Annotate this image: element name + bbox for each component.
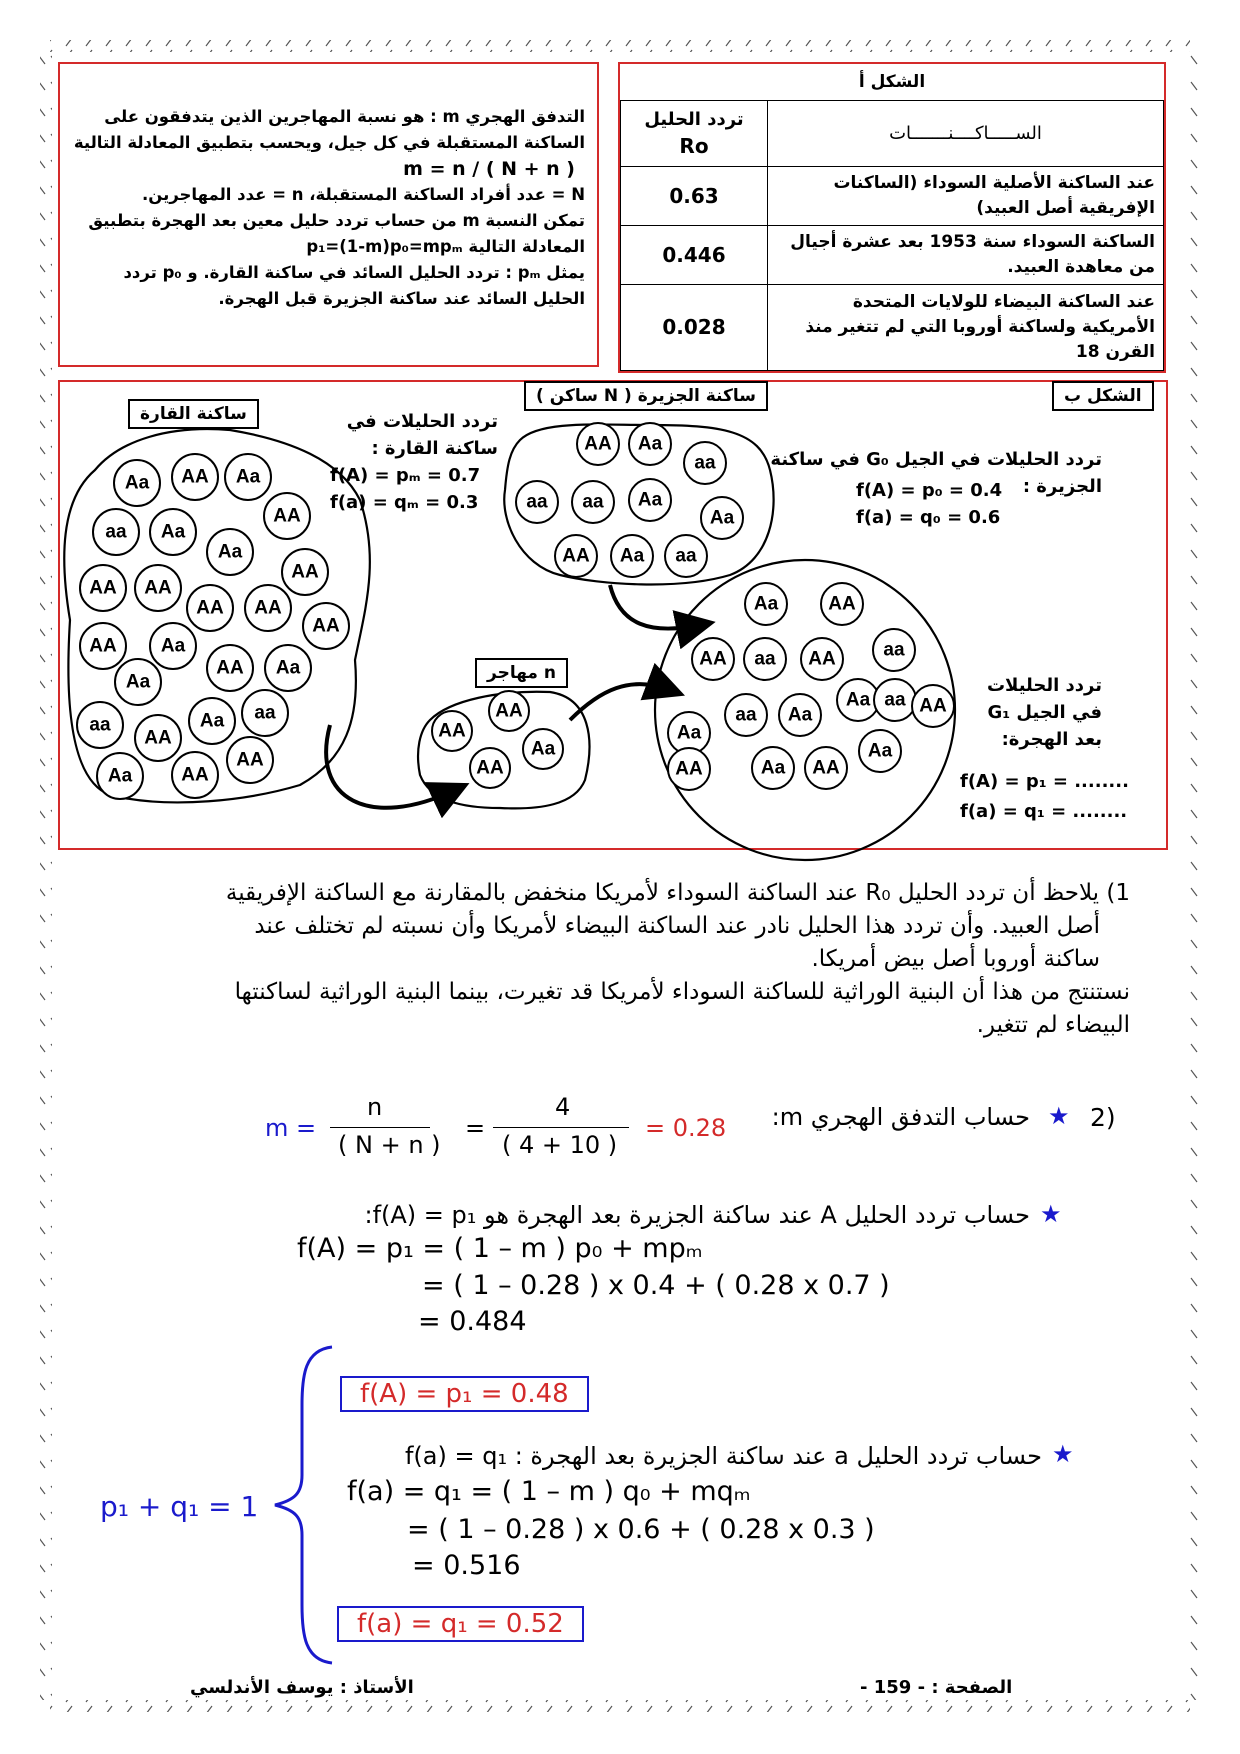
continent-individual-genotype: AA	[89, 577, 117, 599]
continent-frequencies: تردد الحليلات في ساكنة القارة : f(A) = pₘ = 0.7 f(a) = qₘ = 0.3	[330, 411, 498, 513]
star-icon: ★	[1048, 1102, 1070, 1130]
island-individual-genotype: aa	[582, 491, 604, 513]
answer-line: ساكنة أوروبا أصل بيض أمريكا.	[811, 946, 1100, 972]
g1-individual-genotype: Aa	[867, 740, 893, 762]
row-value: 0.63	[621, 166, 768, 225]
star-icon: ★	[1052, 1440, 1074, 1468]
island-individual-genotype: aa	[526, 491, 548, 513]
continent-individual-genotype: AA	[196, 597, 224, 619]
brace-icon	[270, 1345, 340, 1665]
fA-title: حساب تردد الحليل A عند ساكنة الجزيرة بعد الهجرة هو f(A) = p₁:	[364, 1201, 1030, 1229]
figure-a-title: الشكل أ	[621, 64, 1164, 100]
continent-individual-genotype: AA	[144, 577, 172, 599]
g1-fA: f(A) = p₁ = ........	[960, 771, 1129, 792]
g1-individual-genotype: AA	[699, 648, 727, 670]
g1-individual-genotype: Aa	[845, 689, 871, 711]
m-fraction2-numerator: 4	[555, 1093, 571, 1121]
continent-individual-genotype: AA	[181, 466, 209, 488]
header-frequency: تردد الحليل Ro	[621, 100, 768, 166]
island-individual-genotype: aa	[675, 545, 697, 567]
island-individual-genotype: AA	[562, 545, 590, 567]
definition-line: يمثل pₘ : تردد الحليل السائد في ساكنة القارة. و p₀ تردد	[123, 263, 585, 282]
sum-equation: p₁ + q₁ = 1	[100, 1490, 259, 1523]
m-fraction1-denominator: ( N + n )	[338, 1131, 441, 1159]
fa-line2: = ( 1 – 0.28 ) x 0.6 + ( 0.28 x 0.3 )	[407, 1514, 875, 1545]
migrant-individual-genotype: AA	[476, 757, 504, 779]
continent-individual-genotype: Aa	[275, 657, 301, 679]
fA-line3: = 0.484	[418, 1306, 527, 1337]
g1-individual-genotype: Aa	[676, 722, 702, 744]
answer-line: أصل العبيد. وأن تردد هذا الحليل نادر عند الساكنة البيضاء لأمريكا وأن نسبته لم تختلف عند	[254, 913, 1100, 939]
g1-individual-genotype: Aa	[787, 704, 813, 726]
answer-2-number: 2)	[1090, 1103, 1116, 1132]
fA-result-box: f(A) = p₁ = 0.48	[340, 1376, 589, 1412]
m-result: = 0.28	[645, 1114, 727, 1142]
row-value: 0.446	[621, 225, 768, 284]
definition-line: الحليل السائد عند ساكنة الجزيرة قبل الهجرة.	[218, 289, 585, 308]
g1-individual-genotype: AA	[808, 648, 836, 670]
continent-individual-genotype: AA	[89, 635, 117, 657]
fa-result-box: f(a) = q₁ = 0.52	[337, 1606, 584, 1642]
g1-individual-genotype: Aa	[760, 757, 786, 779]
star-icon: ★	[1040, 1200, 1062, 1228]
g0-frequencies: تردد الحليلات في الجيل G₀ في ساكنة الجزيرة :	[770, 449, 1102, 497]
continent-individual-genotype: Aa	[199, 710, 225, 732]
continent-individual-genotype: Aa	[107, 765, 133, 787]
continent-individual-genotype: AA	[312, 615, 340, 637]
definition-line: المعادلة التالية p₁=(1-m)p₀=mpₘ	[306, 237, 585, 256]
g0-fA: f(A) = p₀ = 0.4	[856, 480, 1003, 501]
island-individual-genotype: Aa	[619, 545, 645, 567]
m-fraction1-numerator: n	[367, 1093, 383, 1121]
g1-individual-genotype: AA	[675, 758, 703, 780]
m-fraction2-denominator: ( 4 + 10 )	[502, 1131, 618, 1159]
answer-line: 1) يلاحظ أن تردد الحليل R₀ عند الساكنة السوداء لأمريكا منخفض بالمقارنة مع الساكنة الإفريقية	[225, 880, 1130, 906]
fa-line1: f(a) = q₁ = ( 1 – m ) q₀ + mqₘ	[347, 1476, 751, 1507]
g1-individual-genotype: AA	[828, 593, 856, 615]
continent-individual-genotype: AA	[291, 561, 319, 583]
island-individual-genotype: aa	[694, 452, 716, 474]
row-value: 0.028	[621, 284, 768, 371]
g1-individual-genotype: Aa	[753, 593, 779, 615]
formula-m: m = n / ( N + n )	[403, 158, 575, 180]
g1-individual-genotype: AA	[919, 695, 947, 717]
continent-individual-genotype: aa	[89, 714, 111, 736]
continent-label: ساكنة القارة	[128, 399, 259, 429]
g1-individual-genotype: aa	[754, 648, 776, 670]
definition-line: تمكن النسبة m من حساب تردد حليل معين بعد الهجرة بتطبيق	[88, 211, 585, 230]
fa-title: حساب تردد الحليل a عند ساكنة الجزيرة بعد الهجرة : f(a) = q₁	[404, 1442, 1042, 1470]
g1-fa: f(a) = q₁ = ........	[960, 801, 1128, 822]
continent-individual-genotype: aa	[105, 521, 127, 543]
m-title: حساب التدفق الهجري m:	[771, 1103, 1030, 1131]
migrant-individual-genotype: AA	[438, 720, 466, 742]
continent-individual-genotype: AA	[181, 764, 209, 786]
island-individual-genotype: AA	[584, 433, 612, 455]
g1-individual-genotype: AA	[812, 757, 840, 779]
continent-individual-genotype: Aa	[235, 466, 261, 488]
continent-individual-genotype: Aa	[217, 541, 243, 563]
continent-individual-genotype: Aa	[160, 521, 186, 543]
header-population: الســـــاكــــنـــــــات	[768, 100, 1164, 166]
continent-individual-genotype: Aa	[160, 635, 186, 657]
row-label: الساكنة السوداء سنة 1953 بعد عشرة أجيال من معاهدة العبيد.	[768, 225, 1164, 284]
migrant-individual-genotype: Aa	[530, 738, 556, 760]
g0-fa: f(a) = q₀ = 0.6	[856, 507, 1001, 528]
arrow-island-to-g1	[610, 585, 700, 629]
continent-individual-genotype: Aa	[125, 671, 151, 693]
migrants-label: n مهاجر	[475, 658, 568, 688]
fA-line1: f(A) = p₁ = ( 1 – m ) p₀ + mpₘ	[297, 1233, 703, 1264]
continent-individual-genotype: AA	[236, 749, 264, 771]
equals: =	[465, 1114, 486, 1142]
answer-line: البيضاء لم تتغير.	[976, 1012, 1130, 1038]
m-lhs: m =	[265, 1114, 317, 1142]
g1-individual-genotype: aa	[735, 704, 757, 726]
continent-individual-genotype: aa	[254, 702, 276, 724]
continent-individual-genotype: AA	[216, 657, 244, 679]
island-individual-genotype: Aa	[637, 433, 663, 455]
page-number: الصفحة : - 159 -	[860, 1677, 1013, 1698]
island-individual-genotype: Aa	[709, 507, 735, 529]
definition-line: التدفق الهجري m : هو نسبة المهاجرين الذين يتدفقون على	[104, 107, 585, 126]
definition-line: الساكنة المستقبلة في كل جيل، ويحسب بتطبيق المعادلة التالية	[73, 133, 585, 152]
row-label: عند الساكنة الأصلية السوداء (الساكنات الإفريقية أصل العبيد)	[768, 166, 1164, 225]
island-individual-genotype: Aa	[637, 489, 663, 511]
migrant-individual-genotype: AA	[495, 700, 523, 722]
definition-line: N = عدد أفراد الساكنة المستقبلة، n = عدد المهاجرين.	[141, 185, 585, 204]
continent-individual-genotype: Aa	[124, 472, 150, 494]
figure-b-title: الشكل ب	[1052, 381, 1154, 411]
fraction-bar	[330, 1127, 430, 1128]
author: الأستاذ : يوسف الأندلسي	[190, 1677, 414, 1698]
continent-individual-genotype: AA	[254, 597, 282, 619]
fA-line2: = ( 1 – 0.28 ) x 0.4 + ( 0.28 x 0.7 )	[422, 1270, 890, 1301]
row-label: عند الساكنة البيضاء للولايات المتحدة الأمريكية ولساكنة أوروبا التي لم تتغير منذ القرن 18	[768, 284, 1164, 371]
continent-individual-genotype: AA	[273, 505, 301, 527]
fraction-bar	[493, 1127, 629, 1128]
answer-1	[90, 877, 1130, 1042]
g1-frequencies: تردد الحليلات في الجيل G₁ بعد الهجرة:	[986, 675, 1102, 750]
g1-individual-genotype: aa	[883, 639, 905, 661]
g1-individual-genotype: aa	[884, 689, 906, 711]
continent-individual-genotype: AA	[144, 727, 172, 749]
answer-line: نستنتج من هذا أن البنية الوراثية للساكنة السوداء لأمريكا قد تغيرت، بينما البنية الوراثية لساكنتها	[234, 979, 1130, 1005]
island-label: ساكنة الجزيرة ( N ساكن )	[524, 381, 768, 411]
fa-line3: = 0.516	[412, 1550, 521, 1581]
